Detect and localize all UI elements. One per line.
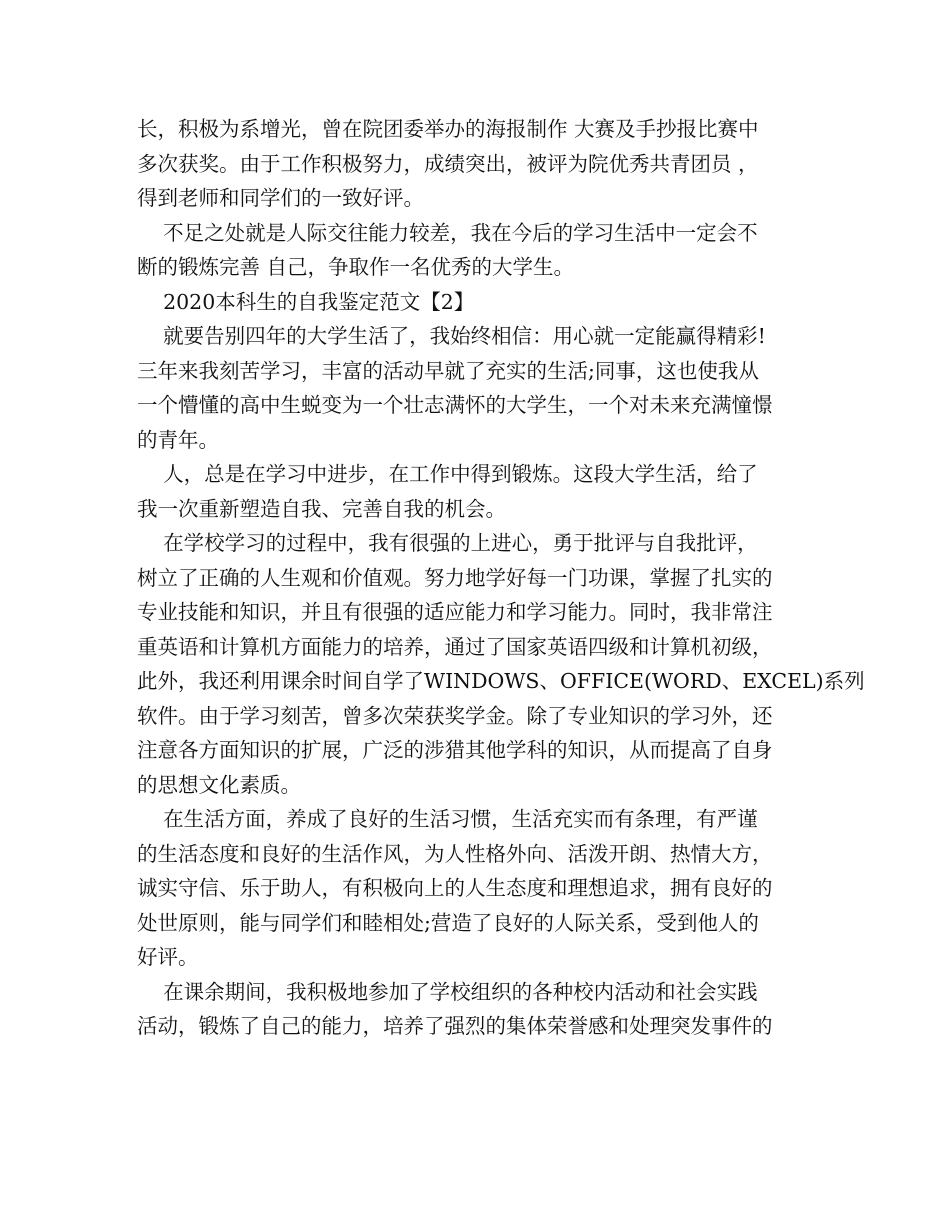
text-line: 好评。 bbox=[137, 945, 199, 969]
text-line: 我一次重新塑造自我、完善自我的机会。 bbox=[137, 496, 506, 521]
text-line: 在课余期间，我积极地参加了学校组织的各种校内活动和社会实践 bbox=[137, 979, 758, 1004]
text-line: 诚实守信、乐于助人，有积极向上的人生态度和理想追求，拥有良好的 bbox=[137, 876, 773, 900]
text-line: 得到老师和同学们的一致好评。 bbox=[137, 186, 424, 210]
text-line: 不足之处就是人际交往能力较差，我在今后的学习生活中一定会不 bbox=[137, 220, 758, 245]
text-line: 重英语和计算机方面能力的培养，通过了国家英语四级和计算机初级， bbox=[137, 634, 773, 659]
text-line: 人，总是在学习中进步，在工作中得到锻炼。这段大学生活，给了 bbox=[137, 462, 758, 486]
text-line: 断的锻炼完善 自己，争取作一名优秀的大学生。 bbox=[137, 255, 575, 279]
text-line: 在学校学习的过程中，我有很强的上进心，勇于批评与自我批评， bbox=[137, 531, 758, 555]
text-line: 的生活态度和良好的生活作风，为人性格外向、活泼开朗、热情大方， bbox=[137, 841, 773, 866]
text-line: 就要告别四年的大学生活了，我始终相信：用心就一定能赢得精彩! bbox=[137, 324, 766, 348]
text-line: 处世原则，能与同学们和睦相处;营造了良好的人际关系，受到他人的 bbox=[137, 910, 759, 935]
text-line: 的思想文化素质。 bbox=[137, 772, 301, 797]
text-line: 活动，锻炼了自己的能力，培养了强烈的集体荣誉感和处理突发事件的 bbox=[137, 1014, 773, 1038]
text-line: 的青年。 bbox=[137, 427, 219, 452]
text-line: 一个懵懂的高中生蜕变为一个壮志满怀的大学生，一个对未来充满憧憬 bbox=[137, 393, 773, 417]
text-line: 多次获奖。由于工作积极努力，成绩突出，被评为院优秀共青团员 ， bbox=[137, 151, 759, 176]
text-line: 此外，我还利用课余时间自学了WINDOWS、OFFICE(WORD、EXCEL)系列 bbox=[137, 669, 865, 693]
text-line: 注意各方面知识的扩展，广泛的涉猎其他学科的知识，从而提高了自身 bbox=[137, 738, 773, 762]
text-line: 在生活方面，养成了良好的生活习惯，生活充实而有条理，有严谨 bbox=[137, 807, 758, 831]
text-line: 软件。由于学习刻苦，曾多次荣获奖学金。除了专业知识的学习外，还 bbox=[137, 703, 773, 728]
document-body bbox=[137, 112, 865, 1044]
text-line: 三年来我刻苦学习，丰富的活动早就了充实的生活;同事，这也使我从 bbox=[137, 358, 759, 383]
text-line: 长，积极为系增光，曾在院团委举办的海报制作 大赛及手抄报比赛中 bbox=[137, 117, 759, 141]
text-line: 专业技能和知识，并且有很强的适应能力和学习能力。同时，我非常注 bbox=[137, 600, 773, 624]
text-line: 树立了正确的人生观和价值观。努力地学好每一门功课，掌握了扎实的 bbox=[137, 565, 773, 590]
section-heading: 2020本科生的自我鉴定范文【2】 bbox=[137, 289, 475, 314]
